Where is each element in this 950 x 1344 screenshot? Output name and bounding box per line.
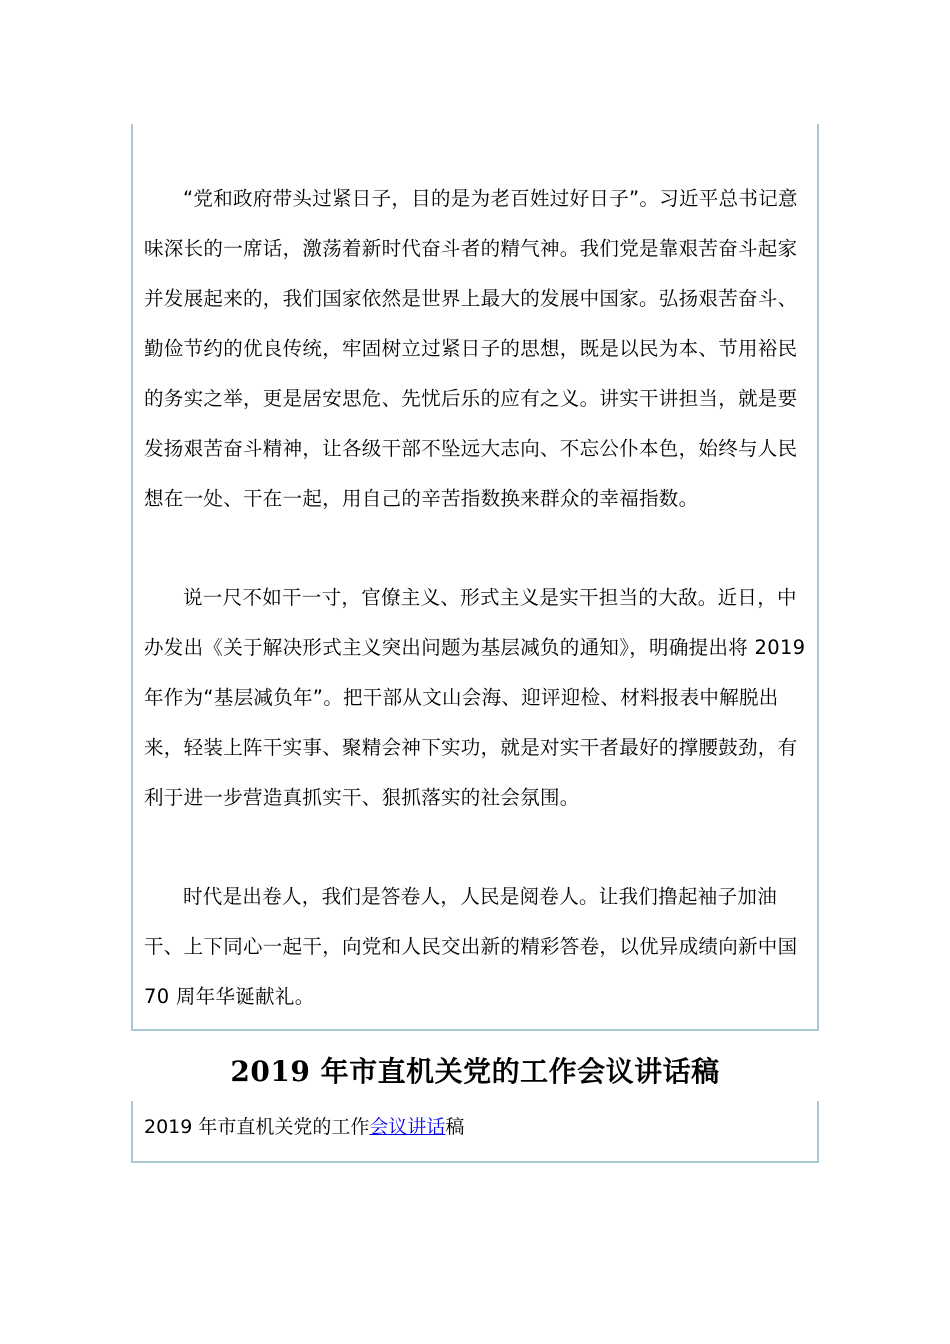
next-article-title: 2019 年市直机关党的工作会议讲话稿 [230, 1055, 720, 1088]
subtitle-text-after: 稿 [445, 1116, 465, 1138]
subtitle-text-before: 2019 年市直机关党的工作 [144, 1116, 370, 1138]
article-paragraph-1: “党和政府带头过紧日子，目的是为老百姓过好日子”。习近平总书记意味深长的一席话，激荡着新时代奋斗者的精气神。我们党是靠艰苦奋斗起家并发展起来的，我们国家依然是世界上最大的发展中国家。弘扬艰苦奋斗、勤俭节约的优良传统，牢固树立过紧日子的思想，既是以民为本、节用裕民的务实之举，更是居安思危、先忧后乐的应有之义。讲实干讲担当，就是要发扬艰苦奋斗精神，让各级干部不坠远大志向、不忘公仆本色，始终与人民想在一处、干在一起，用自己的辛苦指数换来群众的幸福指数。 [144, 187, 798, 510]
article-paragraph-2: 说一尺不如干一寸，官僚主义、形式主义是实干担当的大敌。近日，中办发出《关于解决形式主义突出问题为基层减负的通知》，明确提出将 2019 年作为“基层减负年”。把干部从文山会海、迎评迎检、材料报表中解脱出来，轻装上阵干实事、聚精会神下实功，就是对实干者最好的撑腰鼓劲，有利于进一步营造真抓实干、狠抓落实的社会氛围。 [144, 586, 806, 809]
speech-link[interactable]: 会议讲话 [369, 1116, 446, 1138]
article-paragraph-3: 时代是出卷人，我们是答卷人，人民是阅卷人。让我们撸起袖子加油干、上下同心一起干，向党和人民交出新的精彩答卷，以优异成绩向新中国 70 周年华诞献礼。 [144, 885, 798, 1008]
next-article-subtitle [144, 1110, 464, 1144]
